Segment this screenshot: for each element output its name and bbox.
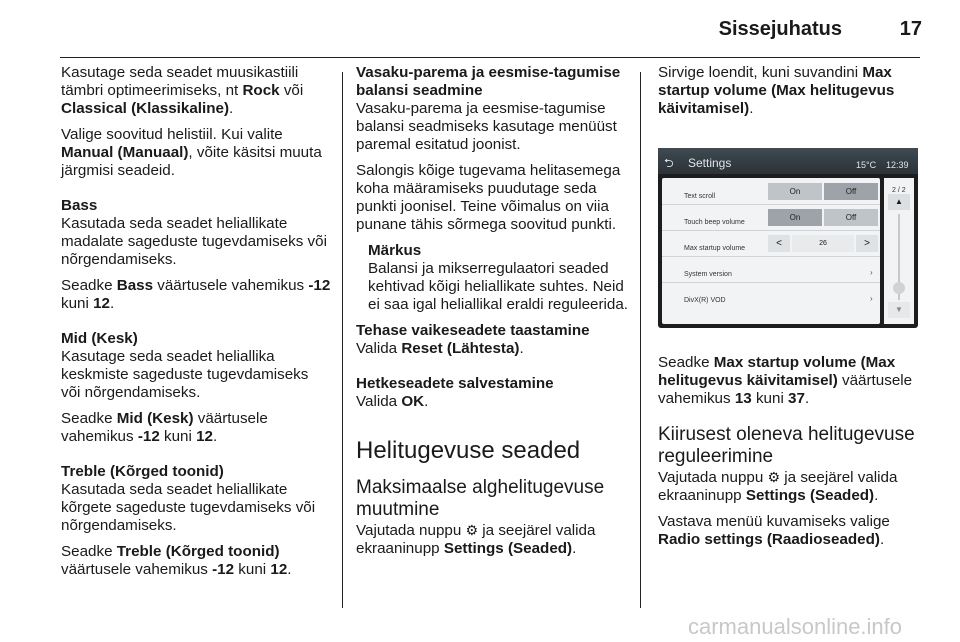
section-heading-balance: Vasaku-parema ja eesmise-tagumise balansi seadmine — [356, 64, 621, 99]
touch-beep-off-button[interactable]: Off — [824, 209, 878, 226]
text-scroll-on-button[interactable]: On — [768, 183, 822, 200]
column-1 — [61, 64, 331, 587]
paragraph: Valida OK. — [356, 393, 429, 410]
paragraph: Salongis kõige tugevama helitasemega koha määramiseks puudutage seda punkti joonisel. Teine võimalus on viia punane tähis sõrmega soovitud punkti. — [356, 162, 621, 233]
screen-title: Settings — [688, 156, 732, 170]
setting-label: Max startup volume — [684, 245, 746, 252]
gear-icon: ⚙ — [767, 469, 781, 485]
setting-label: System version — [684, 271, 732, 278]
note-text: Balansi ja mikserregulaatori seaded kehtivad kõigi heliallikate suhtes. Neid ei saa igal heliallikal eraldi reguleerida. — [368, 260, 629, 313]
settings-row-divx[interactable] — [662, 284, 880, 308]
chapter-heading: Helitugevuse seaded — [356, 437, 581, 464]
paragraph: Seadke Max startup volume (Max helitugevus käivitamisel) väärtusele vahemikus 13 kuni 37. — [658, 354, 913, 407]
column-divider — [342, 72, 343, 608]
column-3 — [658, 64, 930, 557]
touch-beep-on-button[interactable]: On — [768, 209, 822, 226]
scroll-panel — [884, 178, 914, 324]
subsection-heading: Maksimaalse alghelitugevuse muutmine — [356, 477, 605, 520]
screen-temperature: 15°C — [856, 160, 877, 170]
paragraph: Seadke Mid (Kesk) väärtusele vahemikus -12 kuni 12. — [61, 410, 268, 445]
page-number: 17 — [899, 18, 922, 40]
section-heading-bass: Bass — [61, 197, 98, 214]
column-divider — [640, 72, 641, 608]
scroll-down-button[interactable]: ▼ — [888, 302, 910, 318]
text-scroll-off-button[interactable]: Off — [824, 183, 878, 200]
paragraph: Valige soovitud helistiil. Kui valite Manual (Manuaal), võite käsitsi muuta järgmisi seadeid. — [61, 126, 322, 179]
watermark: carmanualsonline.info — [688, 614, 903, 639]
page-title: Sissejuhatus — [718, 18, 842, 40]
setting-label: DivX(R) VOD — [684, 297, 726, 304]
paragraph: Vasaku-parema ja eesmise-tagumise balansi seadmiseks kasutage menüüst paremal esitatud joonist. — [356, 100, 617, 153]
increase-button[interactable]: > — [856, 235, 878, 252]
max-startup-volume-value: 26 — [792, 235, 854, 252]
section-heading-save: Hetkeseadete salvestamine — [356, 375, 554, 392]
back-arrow-icon[interactable]: ⮌ — [664, 156, 674, 170]
section-heading-reset: Tehase vaikeseadete taastamine — [356, 322, 590, 339]
paragraph: Kasutage seda seadet muusikastiili tämbri optimeerimiseks, nt Rock või Classical (Klassikaline). — [61, 64, 304, 117]
subsection-heading: Kiirusest oleneva helitugevuse reguleerimine — [658, 424, 915, 467]
settings-row-text-scroll — [662, 180, 880, 205]
setting-label: Touch beep volume — [684, 219, 745, 226]
settings-row-max-startup-volume — [662, 232, 880, 257]
screen-clock: 12:39 — [886, 160, 909, 170]
paragraph: Vajutada nuppu ⚙ ja seejärel valida ekraaninupp Settings (Seaded). — [356, 522, 596, 557]
paragraph: Seadke Bass väärtusele vahemikus -12 kuni 12. — [61, 277, 331, 312]
header-divider — [60, 57, 920, 58]
scrollbar-thumb[interactable] — [893, 282, 905, 294]
page-header — [0, 0, 960, 56]
paragraph: Valida Reset (Lähtesta). — [356, 340, 524, 357]
paragraph: Vajutada nuppu ⚙ ja seejärel valida ekraaninupp Settings (Seaded). — [658, 469, 898, 504]
note-box — [356, 242, 631, 314]
settings-row-system-version[interactable] — [662, 258, 880, 283]
gear-icon: ⚙ — [465, 522, 479, 538]
page-indicator: 2 / 2 — [892, 187, 906, 194]
section-heading-treble: Treble (Kõrged toonid) — [61, 463, 224, 480]
paragraph: Vastava menüü kuvamiseks valige Radio settings (Raadioseaded). — [658, 513, 890, 548]
setting-label: Text scroll — [684, 193, 716, 200]
paragraph: Kasutada seda seadet heliallikate kõrgete sageduste tugevdamiseks või nõrgendamiseks. — [61, 481, 316, 534]
chevron-right-icon: › — [870, 268, 873, 277]
paragraph: Sirvige loendit, kuni suvandini Max startup volume (Max helitugevus käivitamisel). — [658, 64, 895, 117]
settings-list — [662, 178, 880, 324]
scroll-up-button[interactable]: ▲ — [888, 194, 910, 210]
settings-screen-illustration — [658, 148, 918, 328]
settings-row-touch-beep — [662, 206, 880, 231]
paragraph: Seadke Treble (Kõrged toonid) väärtusele vahemikus -12 kuni 12. — [61, 543, 292, 578]
decrease-button[interactable]: < — [768, 235, 790, 252]
paragraph: Kasutada seda seadet heliallikate madalate sageduste tugevdamiseks või nõrgendamiseks. — [61, 215, 327, 268]
note-heading: Märkus — [368, 242, 422, 259]
chevron-right-icon: › — [870, 294, 873, 303]
paragraph: Kasutage seda seadet heliallika keskmiste sageduste tugevdamiseks või nõrgendamiseks. — [61, 348, 309, 401]
screen-title-bar — [658, 148, 918, 174]
section-heading-mid: Mid (Kesk) — [61, 330, 138, 347]
column-2 — [356, 64, 631, 566]
